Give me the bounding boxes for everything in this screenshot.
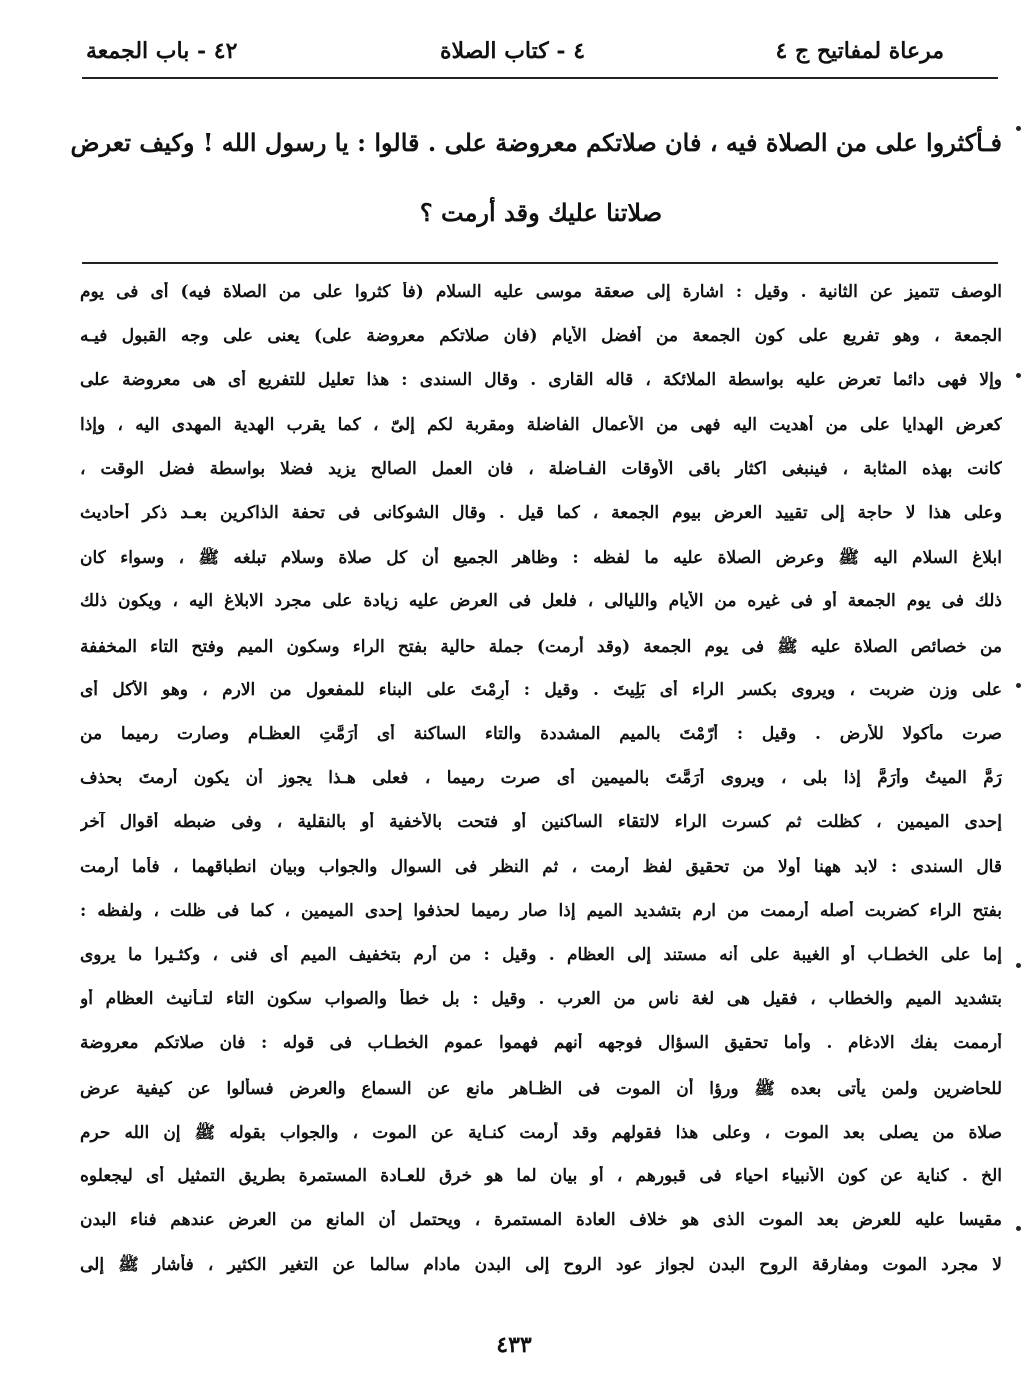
commentary-line: بفتح الراء كضربت أصله أرممت من ارم بتشديد الميم إذا صار رميما لحذفوا إحدى الميمين ، كما فى ظلت ، ولفظه : xyxy=(80,900,1002,921)
margin-mark xyxy=(1016,683,1021,688)
commentary-line: صرت مأكولا للأرض . وقيل : أرّمْتَ بالميم المشددة والتاء الساكنة أى أرَمَّتِ العظـام وصارت رميما من xyxy=(80,724,1002,744)
commentary-line: للحاضرين ولمن يأتى بعده ﷺ ورؤا أن الموت فى الظـاهر مانع عن السماع والعرض فسألوا عن كيفية عرض xyxy=(80,1078,1002,1099)
commentary-line: الوصف تتميز عن الثانية . وقيل : اشارة إلى صعقة موسى عليه السلام (فأ كثروا على من الصلاة فيه) أى فى يوم xyxy=(80,282,1002,302)
margin-mark xyxy=(1016,1226,1021,1231)
commentary-line: وعلى هذا لا حاجة إلى تقييد العرض بيوم الجمعة ، كما قيل . وقال الشوكانى فى تحفة الذاكرين بعـد ذكر أحاديث xyxy=(80,503,1002,523)
commentary-line: إحدى الميمين ، كظلت ثم كسرت الراء لالتقاء الساكنين أو فتحت بالأخفية أو بالنقلية ، وفى ضبطه أقوال آخر xyxy=(80,812,1002,833)
header-chapter: ٤ - كتاب الصلاة xyxy=(440,38,586,64)
commentary-line: كانت بهذه المثابة ، فينبغى اكثار باقى الأوقات الفـاضلة ، فان العمل الصالح يزيد فضلا بواسطة فضل الوقت ، xyxy=(80,458,1002,479)
commentary-line: صلاة من يصلى بعد الموت ، وعلى هذا فقولهم وقد أرمت كنـاية عن الموت ، والجواب بقوله ﷺ إن الله حرم xyxy=(80,1122,1002,1143)
commentary-line: كعرض الهدايا على من أهديت اليه فهى من الأعمال الفاضلة ومقربة لكم إلىّ ، كما يقرب الهدية المهدى اليه ، وإذا xyxy=(80,414,1002,435)
commentary-line: ابلاغ السلام اليه ﷺ وعرض الصلاة عليه ما لفظه : وظاهر الجميع أن كل صلاة وسلام تبلغه ﷺ ، وسواء كان xyxy=(80,548,1002,569)
page-number: ٤٣٣ xyxy=(496,1332,532,1358)
commentary-line: رَمَّ الميتُ وأرَمَّ إذا بلى ، ويروى أرَمَّتَ بالميمين أى صرت رميما ، فعلى هـذا يجوز أن يكون أرمتَ بحذف xyxy=(80,768,1002,789)
commentary-line: لا مجرد الموت ومفارقة الروح البدن لجواز عود الروح إلى البدن مادام سالما عن التغير الكثير ، فأشار ﷺ إلى xyxy=(80,1255,1002,1276)
header-rule xyxy=(82,77,998,79)
commentary-line: قال السندى : لابد ههنا أولا من تحقيق لفظ أرمت ، ثم النظر فى السوال والجواب وبيان انطباقهما ، فأما أرمت xyxy=(80,856,1002,877)
margin-mark xyxy=(1016,963,1021,968)
commentary-line: الخ . كناية عن كون الأنبياء احياء فى قبورهم ، أو بيان لما هو خرق للعـادة المستمرة بطريق التمثيل أى ليجعلوه xyxy=(80,1166,1002,1186)
commentary-line: الجمعة ، وهو تفريع على كون الجمعة من أفضل الأيام (فان صلاتكم معروضة على) يعنى على وجه القبول فيـه xyxy=(80,326,1002,347)
commentary-line: بتشديد الميم والخطاب ، فقيل هى لغة ناس من العرب . وقيل : بل خطأ والصواب سكون التاء لتـأنيث العظام أو xyxy=(80,989,1002,1010)
margin-mark xyxy=(1016,373,1021,378)
commentary-line: ذلك فى يوم الجمعة أو فى غيره من الأيام والليالى ، فلعل فى العرض عليه زيادة على مجرد الابلاغ اليه ، ويكون ذلك xyxy=(80,591,1002,612)
commentary-divider xyxy=(82,262,998,264)
hadith-text-line-1: فـأكثروا على من الصلاة فيه ، فان صلاتكم معروضة على . قالوا : يا رسول الله ! وكيف تعرض xyxy=(70,128,1002,157)
commentary-line: إما على الخطـاب أو الغيبة على أنه مستند إلى العظام . وقيل : من أرم بتخفيف الميم أى فنى ، وكثـيرا ما يروى xyxy=(80,945,1002,965)
commentary-line: أرممت بفك الادغام . وأما تحقيق السؤال فوجهه أنهم فهموا عموم الخطـاب فى قوله : فان صلاتكم معروضة xyxy=(80,1033,1002,1054)
hadith-text-line-2: صلاتنا عليك وقد أرمت ؟ xyxy=(419,198,663,227)
commentary-line: وإلا فهى دائما تعرض عليه بواسطة الملائكة ، قاله القارى . وقال السندى : هذا تعليل للتفريع أى هى معروضة على xyxy=(80,370,1002,391)
commentary-line: من خصائص الصلاة عليه ﷺ فى يوم الجمعة (وقد أرمت) جملة حالية بفتح الراء وسكون الميم وفتح التاء المخففة xyxy=(80,636,1002,657)
header-section: ٤٢ - باب الجمعة xyxy=(86,38,238,64)
header-book-title: مرعاة لمفاتيح ج ٤ xyxy=(775,38,944,64)
commentary-line: مقيسا عليه للعرض بعد الموت الذى هو خلاف العادة المستمرة ، ويحتمل أن المانع من العرض عندهم فناء البدن xyxy=(80,1210,1002,1231)
commentary-line: على وزن ضربت ، ويروى بكسر الراء أى بَلِيتَ . وقيل : أرِمْتَ على البناء للمفعول من الارم ، وهو الأكل أى xyxy=(80,679,1002,700)
margin-mark xyxy=(1016,126,1021,131)
